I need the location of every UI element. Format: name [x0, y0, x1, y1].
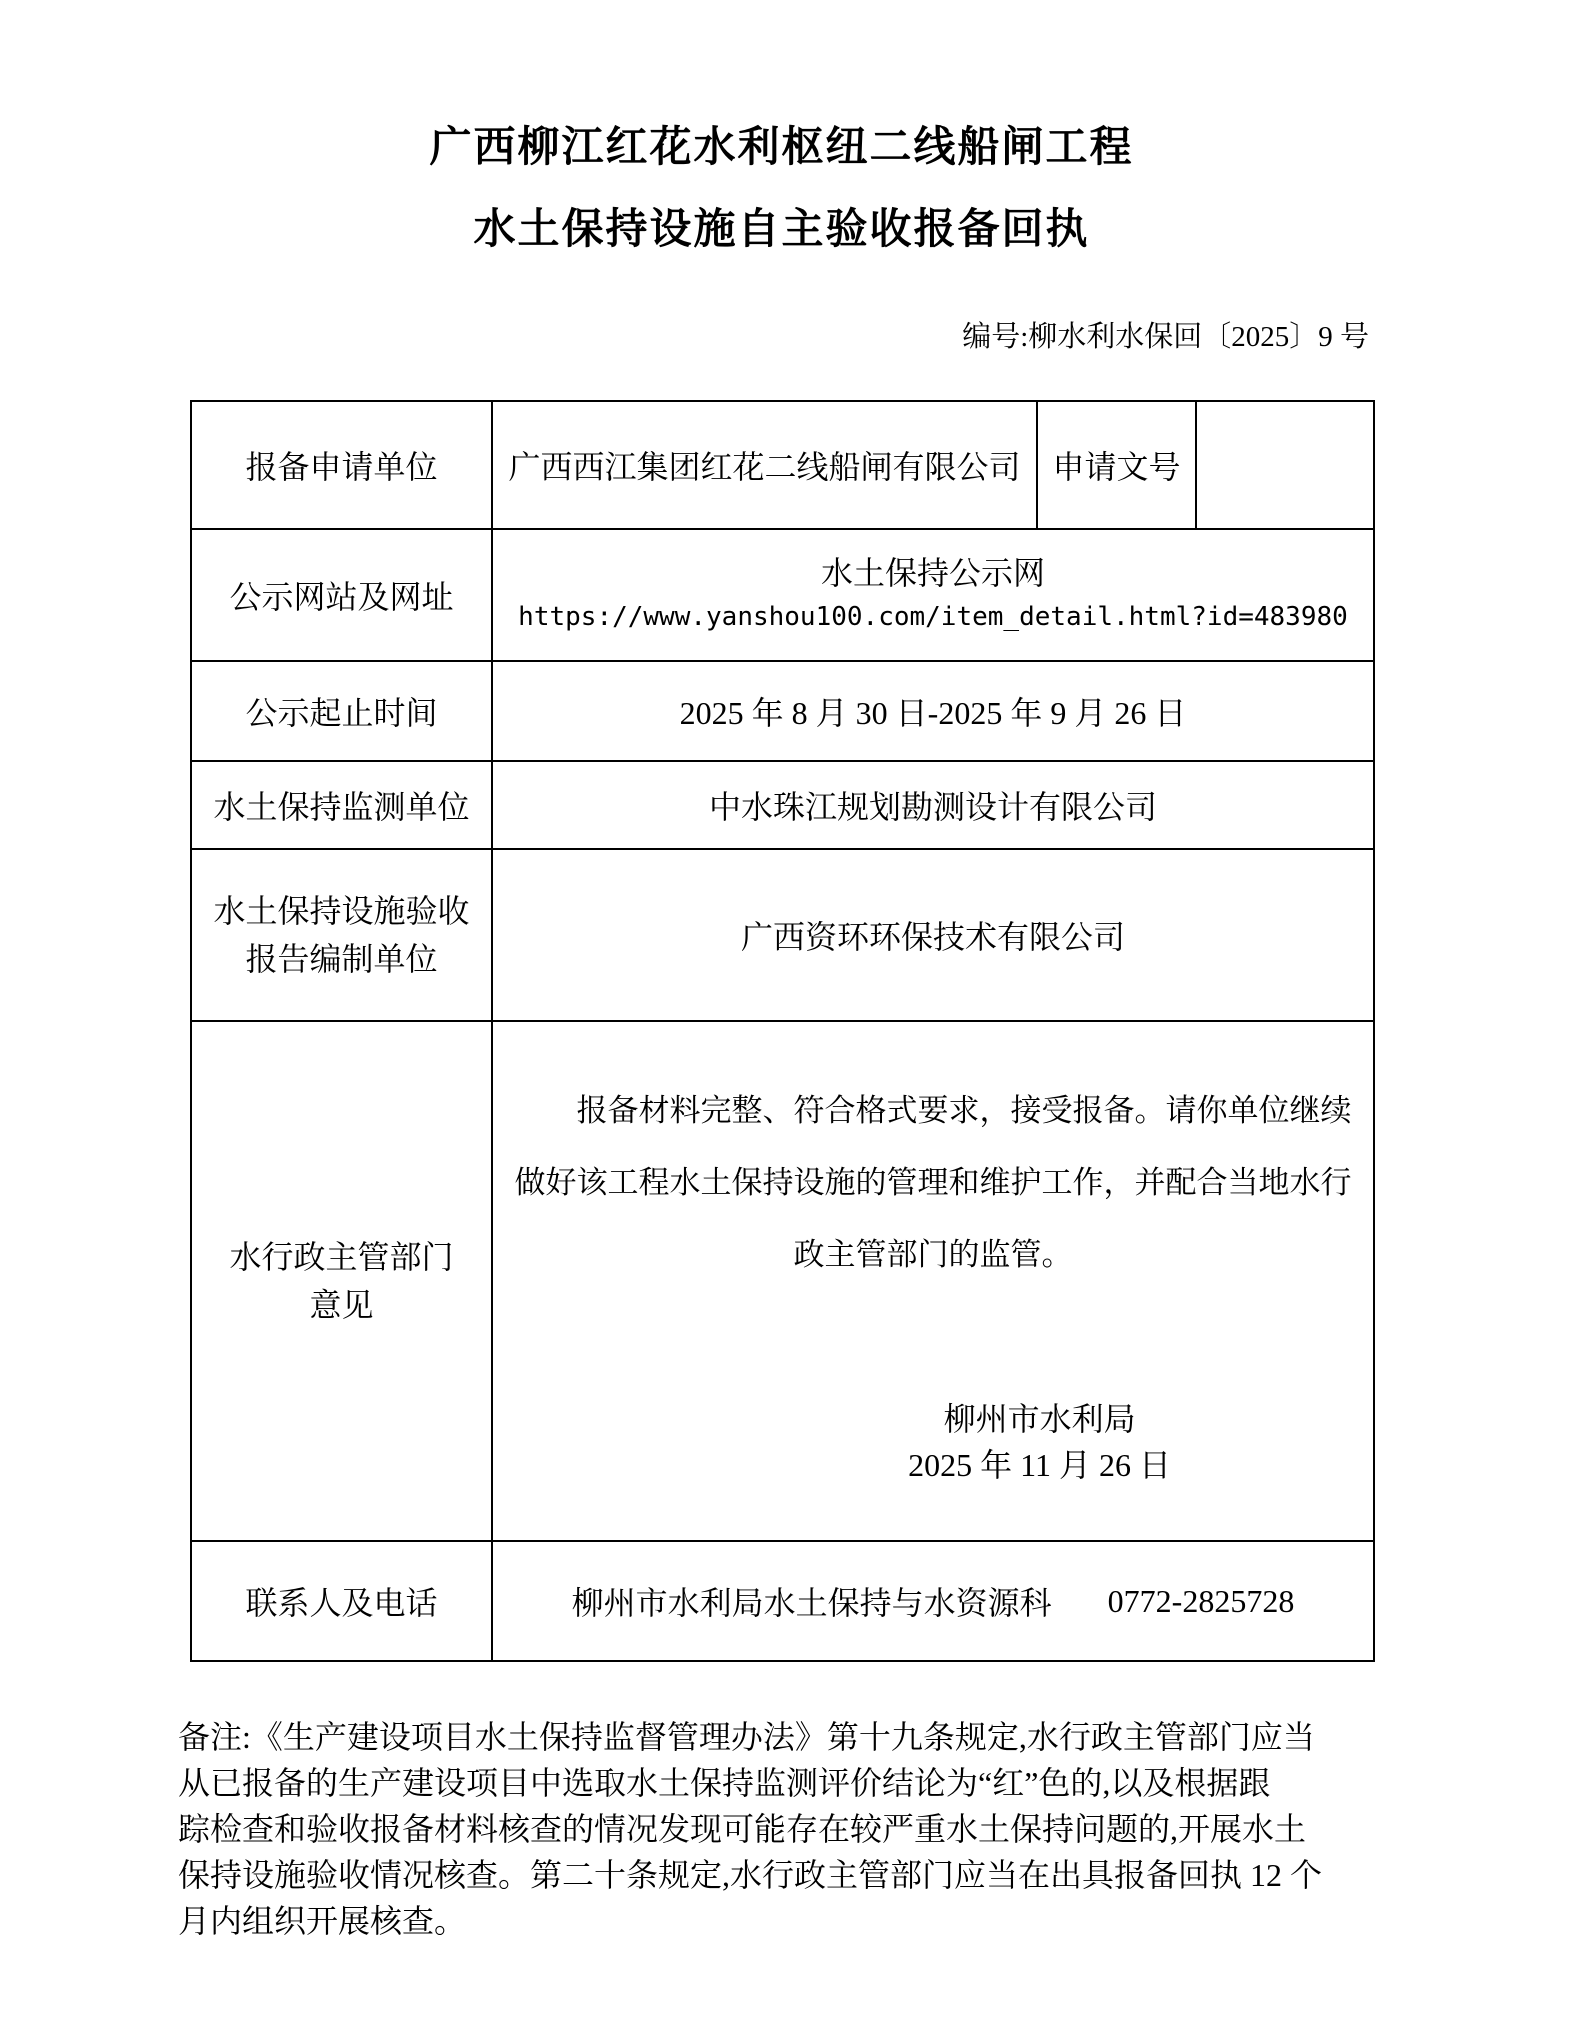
monitoring-unit-label: 水土保持监测单位 [213, 789, 470, 825]
opinion-text-line1: 报备材料完整、符合格式要求，接受报备。请你单位继续 [576, 1092, 1352, 1128]
contact-value-cell [492, 1541, 1374, 1661]
footnote-line2: 从已报备的生产建设项目中选取水土保持监测评价结论为“红”色的,以及根据跟 [178, 1765, 1271, 1801]
applicant-value: 广西西江集团红花二线船闸有限公司 [508, 449, 1021, 485]
authority-opinion-label-line1: 水行政主管部门 [229, 1239, 454, 1275]
contact-department: 柳州市水利局水土保持与水资源科 [571, 1585, 1052, 1621]
site-name: 水土保持公示网 [820, 555, 1045, 591]
applicant-label: 报备申请单位 [245, 449, 438, 485]
footnote-line3: 踪检查和验收报备材料核查的情况发现可能存在较严重水土保持问题的,开展水土 [178, 1811, 1307, 1847]
report-form-table [190, 400, 1375, 1662]
signature-org: 柳州市水利局 [943, 1400, 1136, 1437]
application-number-value-cell [1196, 401, 1374, 529]
table-row-website [191, 529, 1374, 661]
publicity-period-label: 公示起止时间 [245, 695, 438, 731]
publicity-period-label-cell [191, 661, 492, 761]
footnote-line4: 保持设施验收情况核查。第二十条规定,水行政主管部门应当在出具报备回执 12 个 [178, 1857, 1323, 1893]
site-url: https://www.yanshou100.com/item_detail.html?id=483980 [518, 602, 1348, 632]
contact-row [497, 1578, 1369, 1624]
document-content [190, 120, 1373, 1662]
applicant-label-cell [191, 401, 492, 529]
report-compiler-label-cell [191, 849, 492, 1021]
page-title-line1: 广西柳江红花水利枢纽二线船闸工程 [429, 125, 1134, 171]
authority-opinion-label-cell [191, 1021, 492, 1541]
footnote-line1: 备注:《生产建设项目水土保持监督管理办法》第十九条规定,水行政主管部门应当 [178, 1719, 1315, 1755]
publicity-period-value: 2025 年 8 月 30 日-2025 年 9 月 26 日 [679, 695, 1187, 731]
signature-block [908, 1396, 1171, 1488]
table-row-report-compiler [191, 849, 1374, 1021]
monitoring-unit-value: 中水珠江规划勘测设计有限公司 [708, 789, 1157, 825]
table-row-monitoring-unit [191, 761, 1374, 849]
application-number-label: 申请文号 [1052, 449, 1181, 485]
authority-opinion-label-line2: 意见 [309, 1287, 374, 1323]
report-compiler-value-cell [492, 849, 1374, 1021]
website-value-cell [492, 529, 1374, 661]
publicity-period-value-cell [492, 661, 1374, 761]
report-compiler-value: 广西资环环保技术有限公司 [740, 919, 1125, 955]
report-compiler-label-line1: 水土保持设施验收 [213, 893, 470, 929]
table-row-publicity-period [191, 661, 1374, 761]
website-label-cell [191, 529, 492, 661]
application-number-label-cell [1037, 401, 1196, 529]
website-label: 公示网站及网址 [229, 579, 454, 615]
opinion-text-line2: 做好该工程水土保持设施的管理和维护工作，并配合当地水行 [514, 1164, 1352, 1200]
report-compiler-label-line2: 报告编制单位 [245, 941, 438, 977]
table-row-contact [191, 1541, 1374, 1661]
footnote [178, 1714, 1418, 1944]
table-row-applicant [191, 401, 1374, 529]
footnote-line5: 月内组织开展核查。 [178, 1903, 467, 1939]
contact-phone: 0772-2825728 [1107, 1582, 1295, 1619]
monitoring-unit-label-cell [191, 761, 492, 849]
contact-label-cell [191, 1541, 492, 1661]
authority-opinion-value-cell [492, 1021, 1374, 1541]
contact-label: 联系人及电话 [245, 1585, 438, 1621]
applicant-value-cell [492, 401, 1037, 529]
opinion-text-line3: 政主管部门的监管。 [793, 1236, 1073, 1272]
page-title-line2: 水土保持设施自主验收报备回执 [473, 207, 1090, 253]
signature-date: 2025 年 11 月 26 日 [908, 1446, 1171, 1483]
doc-number: 编号:柳水利水保回〔2025〕9 号 [962, 321, 1369, 353]
table-row-authority-opinion [191, 1021, 1374, 1541]
monitoring-unit-value-cell [492, 761, 1374, 849]
